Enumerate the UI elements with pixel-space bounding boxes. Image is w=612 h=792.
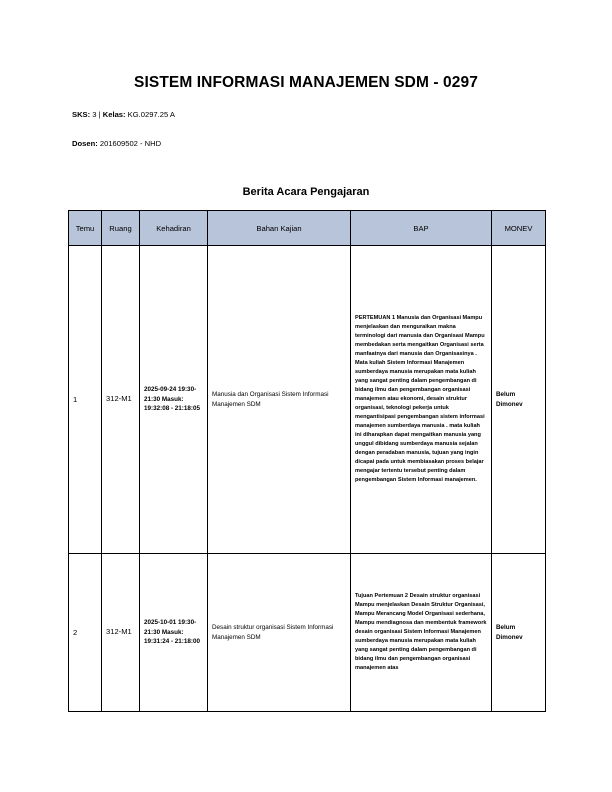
table-row [69, 554, 546, 712]
ruang-cell: 312-M1 [102, 246, 140, 554]
berita-acara-table [68, 210, 546, 712]
column-header-monev: MONEV [492, 211, 546, 246]
bap-cell: PERTEMUAN 1 Manusia dan Organisasi Mampu menjelaskan dan menguraikan makna terminologi dari manusia dan Organisasi Mampu membedakan serta mengaitkan Organisasi serta manfaatnya dari manusia dan Organisasinya . Mata kuliah Sistem Informasi Manajemen sumberdaya manusia merupakan mata kuliah yang sangat penting dalam pengembangan di bidang ilmu dan pengembangan organisasi manajemen atau ekonomi, desain struktur organisasi, teknologi pekerja untuk mengantisipasi pengembangan sistem informasi manajemen sumberdaya manusia . mata kuliah ini diharapkan dapat mengaitkan manusia yang unggul dibidang sumberdaya manusia sejalan dengan peradaban manusia, tujuan yang ingin dicapai pada untuk membiasakan proses belajar mengajar tertentu tersebut penting dalam pengembangan Sistem Informasi manajemen. [351, 246, 492, 554]
separator: | [98, 110, 101, 119]
monev-cell: Belum Dimonev [492, 554, 546, 712]
column-header-ruang: Ruang [102, 211, 140, 246]
sks-value: 3 [92, 110, 97, 119]
column-header-bap: BAP [351, 211, 492, 246]
dosen-line [72, 139, 161, 148]
course-info-line [72, 110, 175, 119]
kehadiran-cell: 2025-10-01 19:30-21:30 Masuk: 19:31:24 - 21:18:00 [140, 554, 208, 712]
page-title: SISTEM INFORMASI MANAJEMEN SDM - 0297 [134, 74, 478, 91]
monev-cell: Belum Dimonev [492, 246, 546, 554]
kelas-value: KG.0297.25 A [127, 110, 175, 119]
ruang-cell: 312-M1 [102, 554, 140, 712]
bahan-kajian-cell: Desain struktur organisasi Sistem Informasi Manajemen SDM [208, 554, 351, 712]
dosen-value: 201609502 - NHD [99, 139, 162, 148]
column-header-temu: Temu [69, 211, 102, 246]
kelas-label: Kelas: [102, 110, 126, 119]
column-header-bahan-kajian: Bahan Kajian [208, 211, 351, 246]
bap-cell: Tujuan Pertemuan 2 Desain struktur organisasi Mampu menjelaskan Desain Struktur Organisasi, Mampu Merancang Model Organisasi sederhana, Mampu mendiagnosa dan membentuk framework desain organisasi Sistem Informasi Manajemen sumberdaya manusia merupakan mata kuliah yang sangat penting dalam pengembangan di bidang ilmu dan pengembangan organisasi manajemen atas [351, 554, 492, 712]
temu-cell: 2 [69, 554, 102, 712]
kehadiran-cell: 2025-09-24 19:30-21:30 Masuk: 19:32:08 - 21:18:05 [140, 246, 208, 554]
column-header-kehadiran: Kehadiran [140, 211, 208, 246]
temu-cell: 1 [69, 246, 102, 554]
table-header-row [69, 211, 546, 246]
table-row [69, 246, 546, 554]
sks-label: SKS: [72, 110, 91, 119]
section-title: Berita Acara Pengajaran [242, 186, 370, 198]
dosen-label: Dosen: [72, 139, 98, 148]
bahan-kajian-cell: Manusia dan Organisasi Sistem Informasi Manajemen SDM [208, 246, 351, 554]
